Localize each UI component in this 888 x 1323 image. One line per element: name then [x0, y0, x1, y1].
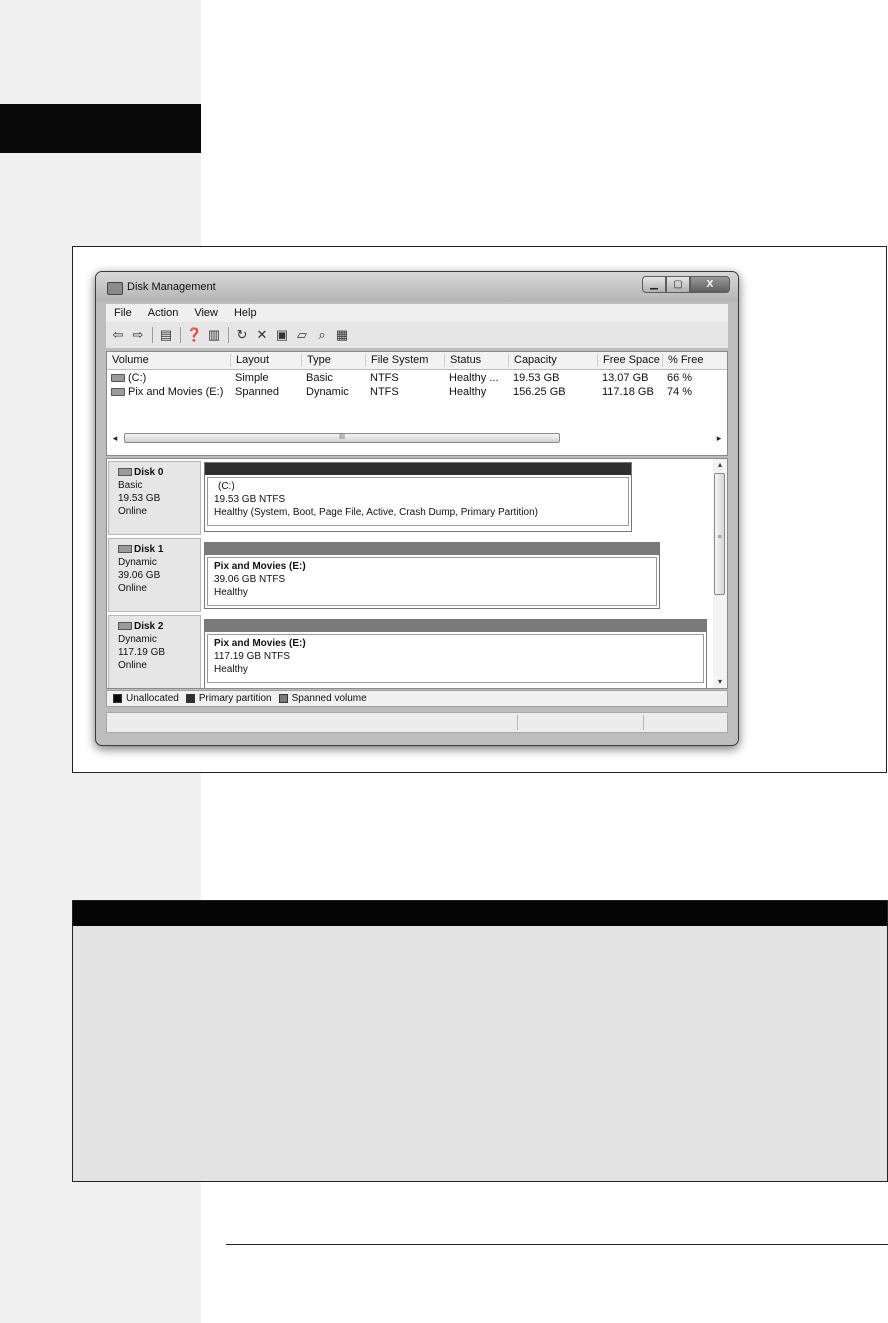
unallocated-swatch — [113, 694, 122, 703]
partition-status: Healthy — [214, 587, 248, 598]
volume-free-space: 13.07 GB — [602, 372, 649, 384]
disk-name: Disk 0 — [134, 467, 164, 478]
horizontal-scrollbar[interactable] — [110, 432, 724, 444]
volume-capacity: 156.25 GB — [513, 386, 566, 398]
partition-filesystem: 19.53 GB NTFS — [214, 494, 286, 505]
volume-name: (C:) — [128, 372, 147, 384]
col-percent-free[interactable]: % Free — [662, 354, 703, 367]
volume-row[interactable] — [107, 371, 727, 385]
delete-icon[interactable]: ✕ — [256, 327, 268, 342]
menu-file[interactable]: File — [114, 307, 132, 319]
partition-color-bar — [205, 620, 706, 632]
volume-percent-free: 74 % — [667, 386, 693, 398]
disk-size: 19.53 GB — [118, 493, 161, 504]
disk-management-window — [95, 271, 739, 746]
footer-rule — [226, 1244, 888, 1245]
legend-label: Spanned volume — [291, 693, 367, 704]
properties-pane-icon[interactable]: ▥ — [207, 327, 221, 342]
partition-name: Pix and Movies (E:) — [214, 561, 306, 572]
note-box — [72, 900, 888, 1182]
console-view-icon[interactable]: ▤ — [159, 327, 173, 342]
volume-list — [106, 351, 728, 456]
col-free-space[interactable]: Free Space — [597, 354, 660, 367]
scroll-right-icon[interactable]: ▸ — [716, 433, 722, 443]
partition-name: Pix and Movies (E:) — [214, 638, 306, 649]
disk-name: Disk 2 — [134, 621, 164, 632]
menu-help[interactable]: Help — [233, 307, 257, 319]
disk-kind: Dynamic — [118, 634, 157, 645]
partition-name: (C:) — [218, 481, 235, 492]
partition-color-bar — [205, 543, 659, 555]
minimize-button[interactable]: ▁ — [642, 276, 666, 293]
close-button[interactable]: X — [690, 276, 730, 293]
col-layout[interactable]: Layout — [230, 354, 269, 367]
volume-row[interactable] — [107, 385, 727, 399]
disk-name: Disk 1 — [134, 544, 164, 555]
volume-list-header — [107, 352, 727, 370]
volume-capacity: 19.53 GB — [513, 372, 560, 384]
disk-kind: Dynamic — [118, 557, 157, 568]
status-divider — [643, 715, 644, 730]
menu-bar — [106, 304, 728, 322]
legend-label: Primary partition — [198, 693, 272, 704]
disk-management-icon — [107, 282, 123, 295]
disk-state: Online — [118, 506, 147, 517]
disk-icon — [118, 468, 132, 476]
disk-icon — [118, 545, 132, 553]
disk-1-label[interactable] — [108, 538, 201, 612]
toolbar-separator — [180, 327, 181, 343]
spanned-volume-swatch — [279, 694, 288, 703]
partition-status: Healthy (System, Boot, Page File, Active, Crash Dump, Primary Partition) — [214, 507, 538, 518]
legend-item — [279, 693, 367, 704]
menu-action[interactable]: Action — [147, 307, 179, 319]
volume-layout: Simple — [235, 372, 269, 384]
toolbar-separator — [152, 327, 153, 343]
legend-item — [113, 693, 179, 704]
volume-layout: Spanned — [235, 386, 280, 398]
partition-e-disk1[interactable] — [204, 542, 660, 609]
note-header-bar — [73, 901, 887, 926]
settings-icon[interactable]: ▦ — [335, 327, 349, 342]
col-volume[interactable]: Volume — [112, 354, 149, 366]
volume-file-system: NTFS — [370, 372, 399, 384]
open-icon[interactable]: ▱ — [297, 327, 307, 342]
toolbar-separator — [228, 327, 229, 343]
partition-color-bar — [205, 463, 631, 475]
disk-graphical-view — [106, 458, 728, 689]
title-bar[interactable] — [96, 272, 738, 302]
help-icon[interactable]: ❓ — [186, 327, 203, 342]
primary-partition-swatch — [186, 694, 195, 703]
partition-status: Healthy — [214, 664, 248, 675]
vertical-scrollbar[interactable] — [713, 459, 727, 688]
disk-size: 117.19 GB — [118, 647, 166, 658]
status-divider — [517, 715, 518, 730]
partition-filesystem: 39.06 GB NTFS — [214, 574, 286, 585]
disk-icon — [118, 622, 132, 630]
volume-free-space: 117.18 GB — [602, 386, 654, 398]
legend-item — [186, 693, 272, 704]
chapter-tab — [0, 104, 201, 153]
col-file-system[interactable]: File System — [365, 354, 428, 367]
vertical-scroll-thumb[interactable]: ≡ — [714, 473, 725, 595]
scroll-left-icon[interactable]: ◂ — [112, 433, 118, 443]
horizontal-scroll-thumb[interactable]: III — [124, 433, 560, 443]
back-arrow-icon[interactable]: ⇦ — [112, 327, 124, 342]
col-type[interactable]: Type — [301, 354, 331, 367]
scroll-up-icon[interactable]: ▴ — [717, 460, 722, 469]
partition-filesystem: 117.19 GB NTFS — [214, 651, 290, 662]
volume-status: Healthy — [449, 386, 487, 398]
forward-arrow-icon[interactable]: ⇨ — [132, 327, 144, 342]
volume-name: Pix and Movies (E:) — [128, 386, 224, 398]
col-status[interactable]: Status — [444, 354, 481, 367]
legend — [106, 690, 728, 707]
explore-icon[interactable]: ⌕ — [318, 327, 326, 342]
partition-e-disk2[interactable] — [204, 619, 707, 689]
toolbar — [106, 322, 728, 348]
maximize-button[interactable]: ▢ — [666, 276, 690, 293]
volume-status: Healthy ... — [449, 372, 499, 384]
disk-kind: Basic — [118, 480, 143, 491]
disk-2-label[interactable] — [108, 615, 201, 689]
legend-label: Unallocated — [126, 693, 179, 704]
disk-state: Online — [118, 660, 147, 671]
volume-type: Basic — [306, 372, 333, 384]
partition-c[interactable] — [204, 462, 632, 532]
status-bar — [106, 712, 728, 733]
col-capacity[interactable]: Capacity — [508, 354, 557, 367]
drive-icon — [111, 374, 125, 382]
volume-file-system: NTFS — [370, 386, 399, 398]
volume-type: Dynamic — [306, 386, 349, 398]
volume-percent-free: 66 % — [667, 372, 693, 384]
drive-icon — [111, 388, 125, 396]
disk-0-label[interactable] — [108, 461, 201, 535]
window-title: Disk Management — [127, 281, 216, 293]
refresh-icon[interactable]: ↻ — [236, 327, 248, 342]
disk-size: 39.06 GB — [118, 570, 161, 581]
properties-icon[interactable]: ▣ — [275, 327, 289, 342]
scroll-down-icon[interactable]: ▾ — [717, 677, 722, 686]
menu-view[interactable]: View — [194, 307, 218, 319]
disk-state: Online — [118, 583, 147, 594]
window-controls — [642, 276, 730, 294]
